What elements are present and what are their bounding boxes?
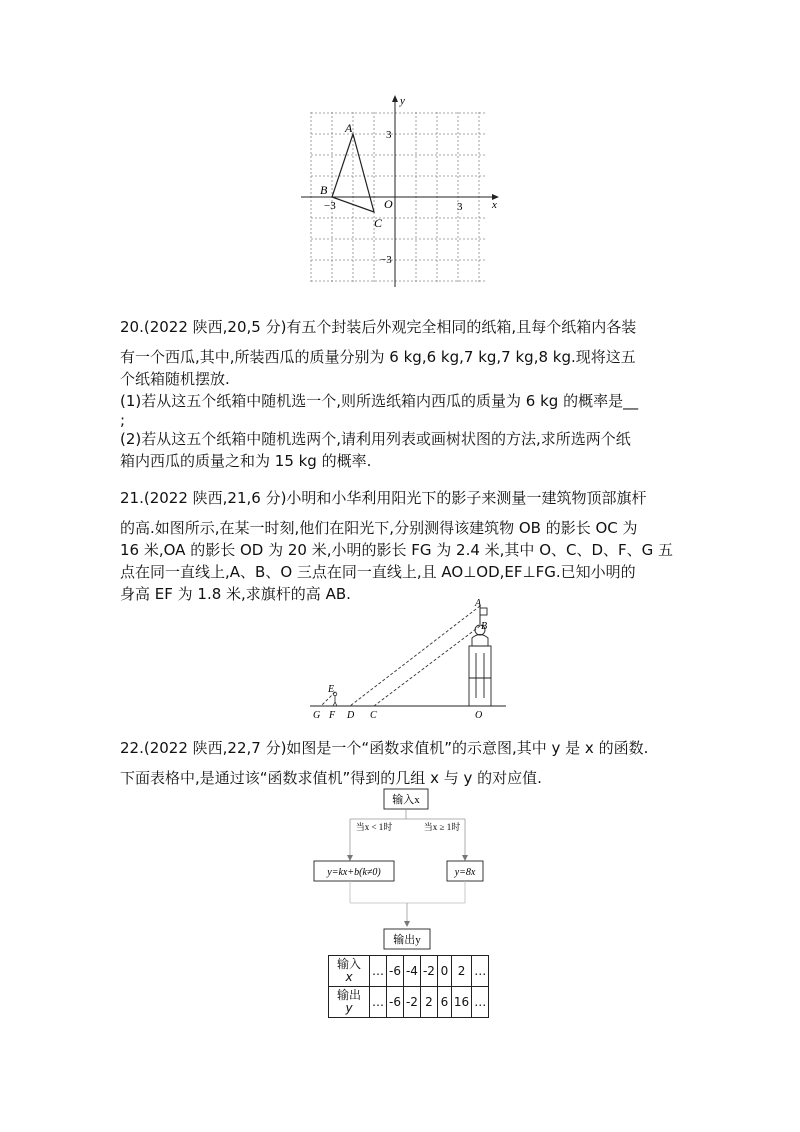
question-20 bbox=[120, 316, 700, 472]
label-x: x bbox=[492, 199, 497, 211]
label-g: G bbox=[313, 710, 321, 721]
label-b: B bbox=[481, 621, 488, 632]
table-cell: -4 bbox=[403, 956, 420, 987]
cond-right: 当x ≥ 1时 bbox=[423, 822, 461, 832]
head-var: x bbox=[345, 970, 353, 984]
table-cell: … bbox=[472, 987, 489, 1018]
q20-line: 20.(2022 陕西,20,5 分)有五个封装后外观完全相同的纸箱,且每个纸箱内各装 bbox=[120, 318, 637, 336]
tick-x-3: 3 bbox=[457, 201, 463, 213]
table-cell: … bbox=[472, 956, 489, 987]
building bbox=[469, 625, 491, 706]
value-table bbox=[328, 955, 489, 1018]
q21-line: 的高.如图所示,在某一时刻,他们在阳光下,分别测得该建筑物 OB 的影长 OC 为 bbox=[120, 519, 638, 537]
table-cell: 2 bbox=[451, 956, 471, 987]
y-axis-arrow bbox=[392, 95, 398, 102]
function-machine-flowchart bbox=[310, 785, 500, 955]
q20-line: (2)若从这五个纸箱中随机选两个,请利用列表或画树状图的方法,求所选两个纸 bbox=[120, 430, 631, 448]
head-var: y bbox=[345, 1001, 353, 1015]
table-cell: 6 bbox=[437, 987, 451, 1018]
q20-line: (1)若从这五个纸箱中随机选一个,则所选纸箱内西瓜的质量为 6 kg 的概率是__ bbox=[120, 392, 639, 410]
table-row-input bbox=[329, 956, 489, 987]
table-row-output bbox=[329, 987, 489, 1018]
question-22 bbox=[120, 737, 700, 789]
q20-line: 箱内西瓜的质量之和为 15 kg 的概率. bbox=[120, 452, 372, 470]
label-y: y bbox=[400, 95, 405, 107]
label-c: C bbox=[370, 710, 377, 721]
q21-line: 点在同一直线上,A、B、O 三点在同一直线上,且 AO⊥OD,EF⊥FG.已知小明的 bbox=[120, 563, 636, 581]
input-label: 输入x bbox=[392, 794, 420, 806]
tick-y-3: 3 bbox=[386, 129, 392, 141]
table-cell: -2 bbox=[420, 956, 437, 987]
label-e: E bbox=[328, 684, 335, 695]
table-cell: -6 bbox=[387, 987, 404, 1018]
q20-line: 有一个西瓜,其中,所装西瓜的质量分别为 6 kg,6 kg,7 kg,7 kg,8 kg.现将这五 bbox=[120, 348, 636, 366]
sun-ray-a-d bbox=[350, 606, 480, 706]
head-word: 输入 bbox=[336, 957, 361, 971]
label-o: O bbox=[384, 197, 393, 211]
q20-line: ; bbox=[120, 411, 126, 429]
question-21 bbox=[120, 487, 700, 605]
output-label: 输出y bbox=[393, 934, 421, 946]
tick-x-neg3: −3 bbox=[324, 200, 336, 212]
q21-line: 16 米,OA 的影长 OD 为 20 米,小明的影长 FG 为 2.4 米,其中 O、C、D、F、G 五 bbox=[120, 541, 674, 559]
func-left: y=kx+b(k≠0) bbox=[327, 867, 381, 878]
q22-line: 22.(2022 陕西,22,7 分)如图是一个“函数求值机”的示意图,其中 y 是 x 的函数. bbox=[120, 739, 649, 757]
label-c: C bbox=[374, 216, 383, 230]
row-head-input bbox=[329, 956, 370, 987]
label-a: A bbox=[345, 121, 353, 135]
row-head-output bbox=[329, 987, 370, 1018]
cond-left: 当x < 1时 bbox=[355, 822, 393, 832]
label-d: D bbox=[347, 710, 355, 721]
label-b: B bbox=[320, 183, 328, 197]
q22-line: 下面表格中,是通过该“函数求值机”得到的几组 x 与 y 的对应值. bbox=[120, 769, 542, 787]
table-cell: 0 bbox=[437, 956, 451, 987]
label-a: A bbox=[475, 598, 482, 609]
q20-line: 个纸箱随机摆放. bbox=[120, 370, 230, 388]
table-cell: -6 bbox=[387, 956, 404, 987]
table-cell: … bbox=[370, 956, 387, 987]
tick-y-neg3: −3 bbox=[380, 254, 392, 266]
label-o: O bbox=[475, 710, 483, 721]
label-f: F bbox=[329, 710, 336, 721]
q21-line: 身高 EF 为 1.8 米,求旗杆的高 AB. bbox=[120, 585, 351, 603]
flag bbox=[480, 608, 487, 615]
table-cell: … bbox=[370, 987, 387, 1018]
table-cell: 16 bbox=[451, 987, 471, 1018]
func-right: y=8x bbox=[454, 867, 476, 878]
coordinate-figure bbox=[296, 92, 506, 292]
q21-line: 21.(2022 陕西,21,6 分)小明和小华利用阳光下的影子来测量一建筑物顶部旗杆 bbox=[120, 489, 647, 507]
shadow-figure bbox=[308, 598, 508, 723]
table-cell: -2 bbox=[403, 987, 420, 1018]
head-word: 输出 bbox=[336, 988, 361, 1002]
sun-ray-b-c bbox=[374, 626, 480, 706]
table-cell: 2 bbox=[420, 987, 437, 1018]
